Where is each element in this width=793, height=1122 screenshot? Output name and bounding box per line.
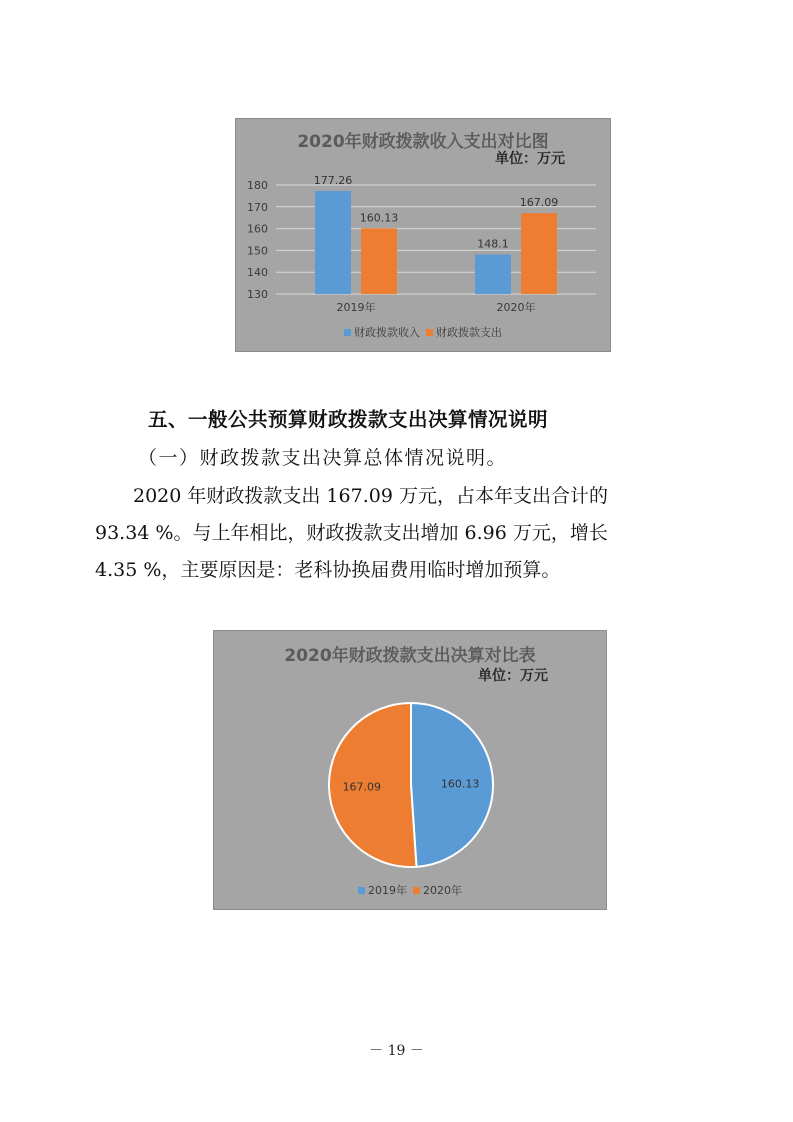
body-paragraph <box>95 478 675 589</box>
data-label: 167.09 <box>519 196 559 210</box>
section-heading: 五、一般公共预算财政拨款支出决算情况说明 <box>148 408 549 431</box>
y-tick-label: 150 <box>247 244 268 258</box>
page-number: － 19 － <box>369 1043 424 1059</box>
pie-plot-area <box>214 631 606 909</box>
legend-label: 2019年 <box>368 884 407 897</box>
pie-chart-title: 2020年财政拨款支出决算对比表 <box>284 646 536 666</box>
legend-label: 财政拨款支出 <box>436 326 502 339</box>
slice-label: 167.09 <box>342 780 382 794</box>
legend-item <box>358 882 407 898</box>
bar-chart-title: 2020年财政拨款收入支出对比图 <box>297 132 549 152</box>
legend-label: 财政拨款收入 <box>354 326 420 339</box>
bar <box>315 191 351 294</box>
data-label: 177.26 <box>313 173 353 187</box>
slice-label: 160.13 <box>440 777 480 791</box>
pie-chart-unit: 单位：万元 <box>478 668 548 684</box>
bar <box>475 255 511 294</box>
x-tick-label: 2020年 <box>496 301 536 314</box>
legend-label: 2020年 <box>423 884 462 897</box>
paragraph-line: 93.34 %。与上年相比，财政拨款支出增加 6.96 万元，增长 <box>95 522 608 544</box>
legend-item <box>344 324 420 340</box>
legend-swatch <box>413 887 420 894</box>
subsection-heading: （一）财政拨款支出决算总体情况说明。 <box>138 447 508 469</box>
bar-chart-unit: 单位：万元 <box>495 151 565 167</box>
legend-swatch <box>344 329 351 336</box>
legend-swatch <box>358 887 365 894</box>
x-tick-label: 2019年 <box>336 301 376 314</box>
y-tick-label: 130 <box>247 288 268 301</box>
bar <box>361 228 397 294</box>
legend-swatch <box>426 329 433 336</box>
bar-chart-legend <box>236 324 610 340</box>
data-label: 148.1 <box>477 237 509 251</box>
y-tick-label: 160 <box>247 222 268 236</box>
legend-item <box>413 882 462 898</box>
pie-chart <box>213 630 607 910</box>
y-tick-label: 140 <box>247 266 268 280</box>
data-label: 160.13 <box>359 211 399 225</box>
bar-plot-area <box>236 119 610 351</box>
paragraph-line: 4.35 %，主要原因是：老科协换届费用临时增加预算。 <box>95 559 561 581</box>
y-tick-label: 180 <box>247 179 268 192</box>
bar <box>521 213 557 294</box>
paragraph-line: 2020 年财政拨款支出 167.09 万元，占本年支出合计的 <box>133 485 608 507</box>
bar-chart <box>235 118 611 352</box>
legend-item <box>426 324 502 340</box>
y-tick-label: 170 <box>247 200 268 214</box>
pie-chart-legend <box>214 882 606 898</box>
